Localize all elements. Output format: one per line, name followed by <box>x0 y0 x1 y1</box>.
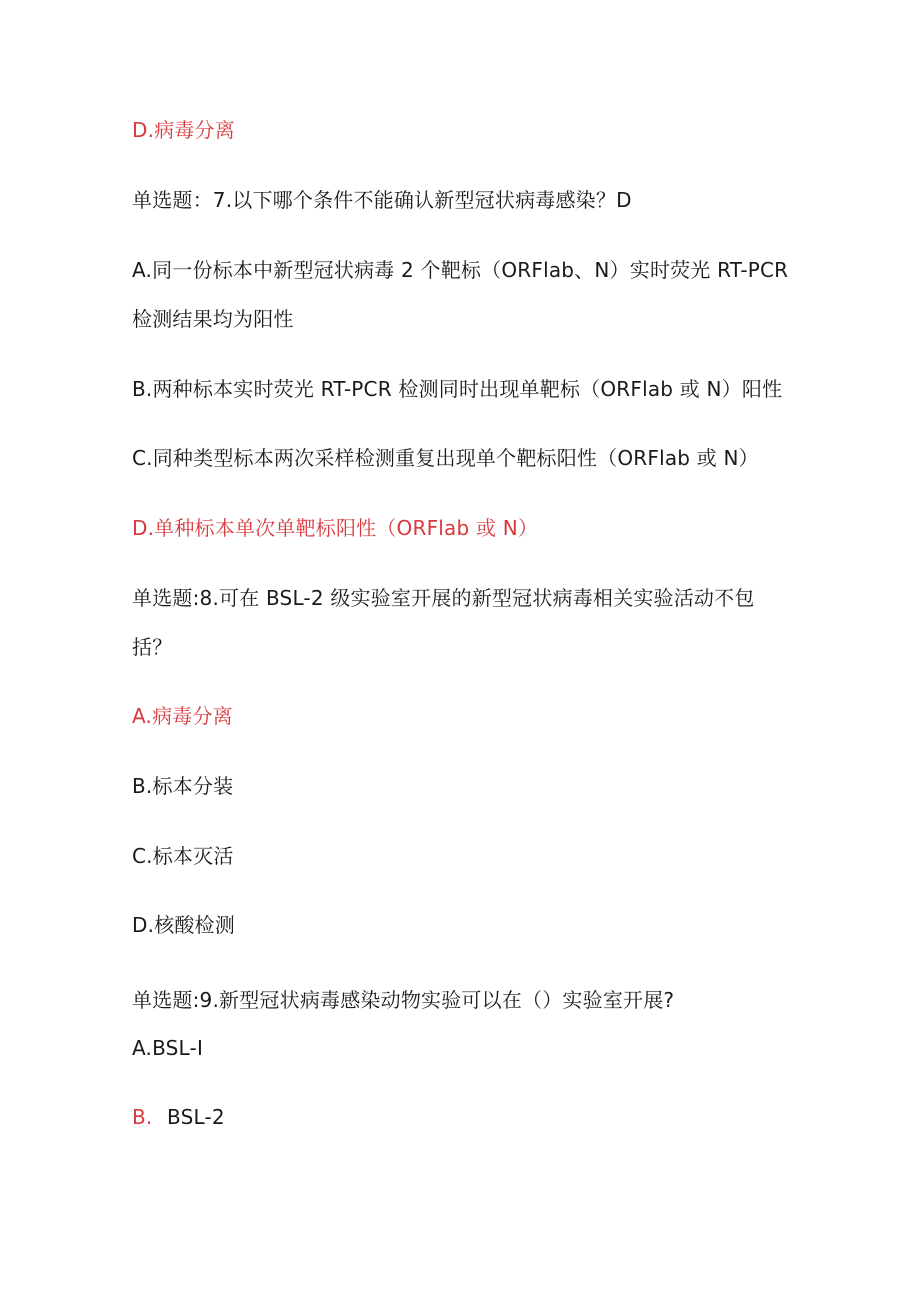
q7-question: 单选题：7.以下哪个条件不能确认新型冠状病毒感染？D <box>132 188 632 212</box>
q9-option-b-letter-answer: B. <box>132 1105 153 1129</box>
q7-option-a-line1: A.同一份标本中新型冠状病毒 2 个靶标（ORFlab、N）实时荧光 RT-PCR <box>132 258 789 282</box>
q8-option-b: B.标本分装 <box>132 774 234 798</box>
q9-option-a: A.BSL-I <box>132 1036 204 1060</box>
q8-option-c: C.标本灭活 <box>132 844 234 868</box>
q8-option-a-answer: A.病毒分离 <box>132 704 233 728</box>
q8-option-d: D.核酸检测 <box>132 913 235 937</box>
q7-option-b: B.两种标本实时荧光 RT-PCR 检测同时出现单靶标（ORFlab 或 N）阳性 <box>132 377 783 401</box>
q8-question-line2: 括？ <box>132 635 173 659</box>
q9-option-b-text: BSL-2 <box>167 1105 225 1129</box>
q9-option-b <box>132 1104 812 1130</box>
q8-question-line1: 单选题:8.可在 BSL-2 级实验室开展的新型冠状病毒相关实验活动不包 <box>132 586 755 610</box>
q7-option-d-answer: D.单种标本单次单靶标阳性（ORFlab 或 N） <box>132 516 539 540</box>
q7-option-a-line2: 检测结果均为阳性 <box>132 307 294 331</box>
q6-option-d-answer: D.病毒分离 <box>132 118 235 142</box>
q9-question: 单选题:9.新型冠状病毒感染动物实验可以在（）实验室开展? <box>132 988 675 1012</box>
q7-option-c: C.同种类型标本两次采样检测重复出现单个靶标阳性（ORFlab 或 N） <box>132 446 759 470</box>
